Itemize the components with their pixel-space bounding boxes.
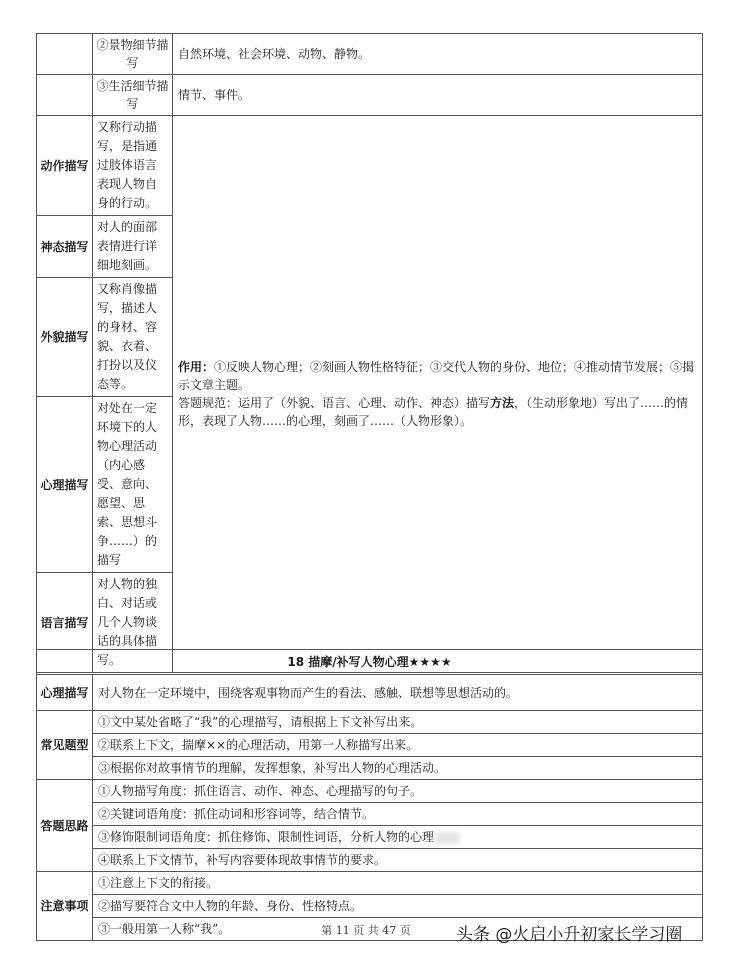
appearance-description-text: 又称肖像描写，描述人的身材、容貌、衣着、打扮以及仪态等。 — [93, 278, 173, 397]
question-type-item: ②联系上下文，揣摩××的心理活动，用第一人称描写出来。 — [93, 734, 703, 757]
definition-text: 对人物在一定环境中，围绕客观事物而产生的看法、感触、联想等思想活动的。 — [93, 675, 703, 711]
empty-cell — [37, 75, 93, 116]
psychology-writing-table — [36, 649, 703, 941]
notes-label: 注意事项 — [37, 872, 93, 941]
empty-cell — [37, 34, 93, 75]
question-type-item: ③根据你对故事情节的理解，发挥想象，补写出人物的心理活动。 — [93, 757, 703, 780]
life-detail-content: 情节、事件。 — [173, 75, 703, 116]
note-item: ②描写要符合文中人物的年龄、身份、性格特点。 — [93, 895, 703, 918]
expression-description-label: 神态描写 — [37, 216, 93, 278]
approach-item: ①人物描写角度：抓住语言、动作、神态、心理描写的句子。 — [93, 780, 703, 803]
approach-item-text: ③修饰限制词语角度：抓住修饰、限制性词语，分析人物的心理 — [98, 830, 435, 844]
page-number: 第 11 页 共 47 页 — [321, 924, 411, 937]
answer-norm-bold: 方法 — [490, 396, 515, 410]
scene-detail-label: ②景物细节描写 — [93, 34, 173, 75]
approach-item: ④联系上下文情节，补写内容要体现故事情节的要求。 — [93, 849, 703, 872]
approach-label: 答题思路 — [37, 780, 93, 872]
action-description-text: 又称行动描写，是指通过肢体语言表现人物自身的行动。 — [93, 116, 173, 216]
appearance-description-label: 外貌描写 — [37, 278, 93, 397]
approach-item: ②关键词语角度：抓住动词和形容词等，结合情节。 — [93, 803, 703, 826]
note-item: ①注意上下文的衔接。 — [93, 872, 703, 895]
action-description-label: 动作描写 — [37, 116, 93, 216]
question-type-item: ①文中某处省略了“我”的心理描写，请根据上下文补写出来。 — [93, 711, 703, 734]
section-title: 18 描摩/补写人物心理★★★★ — [37, 650, 703, 675]
answer-norm-prefix: 答题规范：运用了（外貌、语言、心理、动作、神态）描写 — [178, 396, 491, 410]
life-detail-label: ③生活细节描写 — [93, 75, 173, 116]
answer-norm-suffix: ，（生动形象地）写出了……的情形，表现了人物……的心理，刻画了……（人物形象）。 — [178, 396, 689, 428]
scene-detail-content: 自然环境、社会环境、动物、静物。 — [173, 34, 703, 75]
writing-methods-table — [36, 33, 703, 673]
blurred-region — [434, 832, 460, 844]
language-description-label: 语言描写 — [37, 573, 93, 673]
function-cell — [173, 116, 703, 673]
function-line — [178, 358, 697, 394]
definition-label: 心理描写 — [37, 675, 93, 711]
question-types-label: 常见题型 — [37, 711, 93, 780]
note-item: ③一般用第一人称“我”。 — [93, 918, 703, 941]
function-text: ①反映人物心理；②刻画人物性格特征；③交代人物的身份、地位；④推动情节发展；⑤揭示文章主题。 — [178, 360, 695, 392]
watermark: 头条 @火启小升初家长学习圈 — [456, 925, 683, 945]
approach-item-blurred — [93, 826, 703, 849]
psychology-description-text: 对处在一定环境下的人物心理活动（内心感受、意向、愿望、思索、思想斗争……）的描写 — [93, 397, 173, 573]
function-label: 作用： — [178, 360, 215, 374]
psychology-description-label: 心理描写 — [37, 397, 93, 573]
answer-norm — [178, 394, 697, 430]
expression-description-text: 对人的面部表情进行详细地刻画。 — [93, 216, 173, 278]
language-description-text: 对人物的独白、对话或几个人物谈话的具体描写。 — [93, 573, 173, 673]
